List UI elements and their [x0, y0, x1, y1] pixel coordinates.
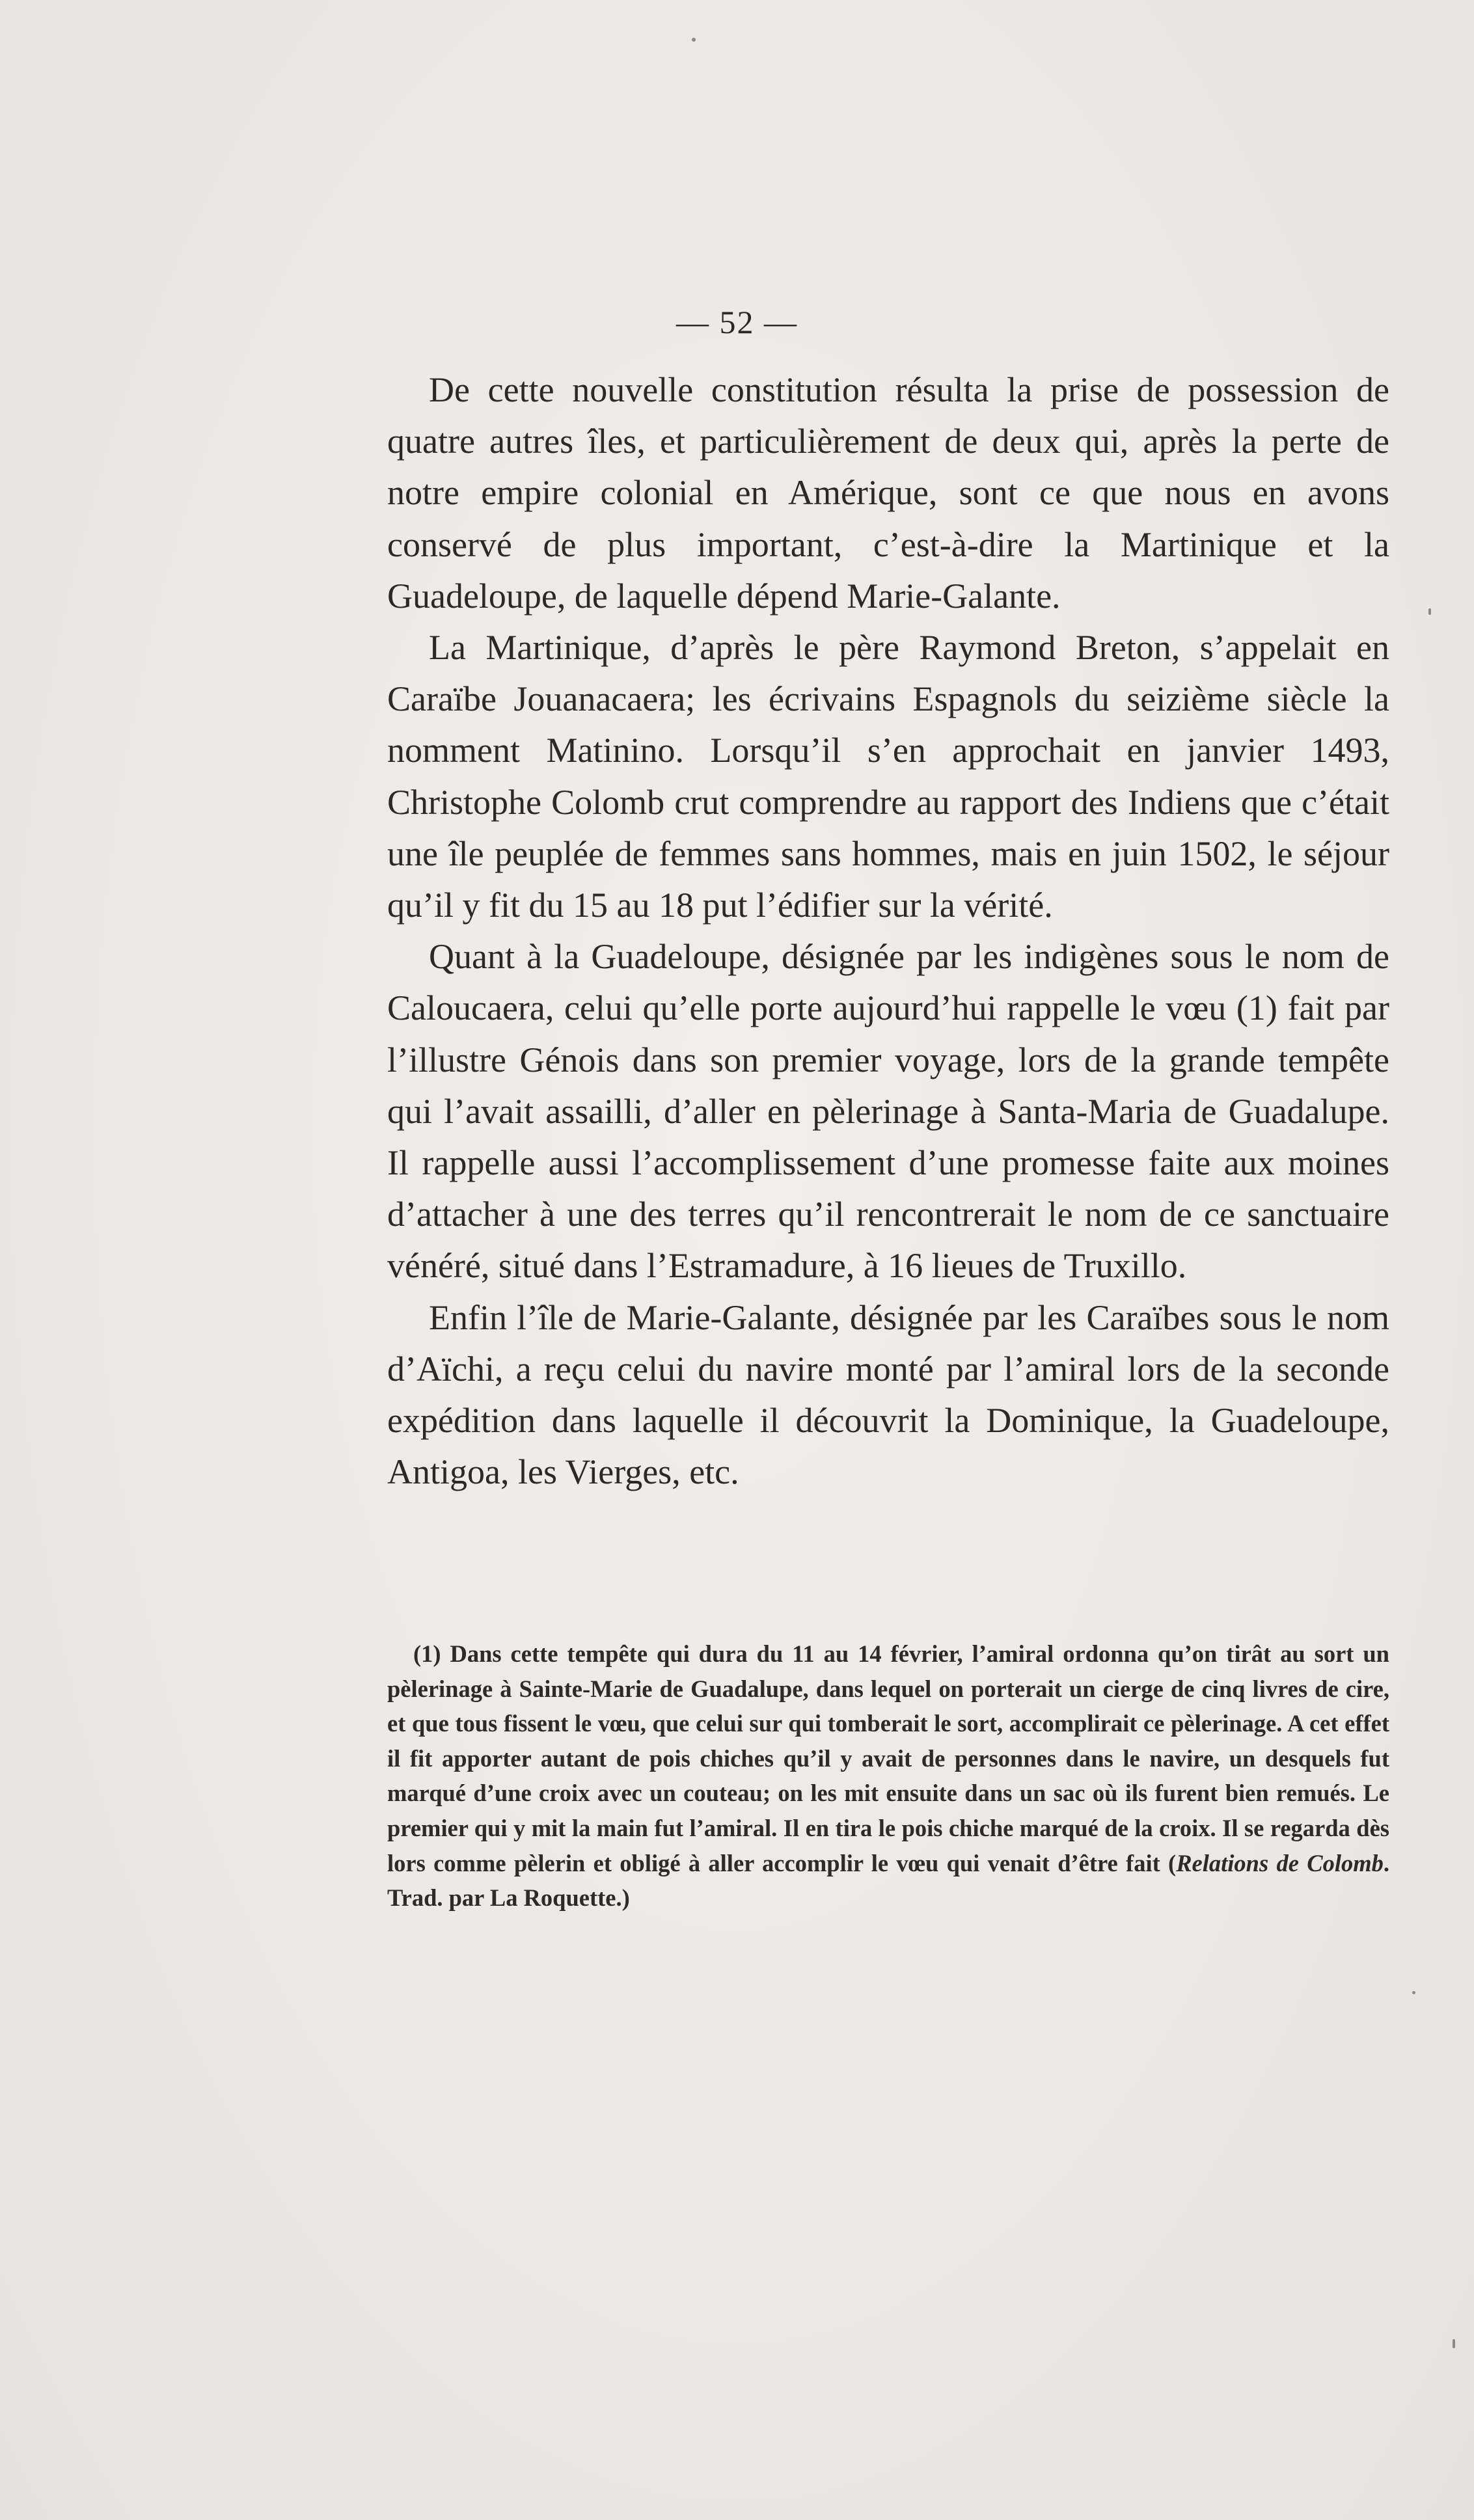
footnote-paragraph [387, 1636, 1389, 1916]
paper-speck [1453, 2339, 1455, 2348]
footnote [387, 1636, 1389, 1916]
paragraph-1: De cette nouvelle constitution résulta la prise de possession de quatre autres îles, et particulièrement de deux qui, après la perte de notre empire colonial en Amérique, sont ce que nous en avons conservé de plus important, c’est-à-dire la Martinique et la Guadeloupe, de laquelle dépend Marie-Galante. [387, 370, 1389, 616]
paragraph-3: Quant à la Guadeloupe, désignée par les indigènes sous le nom de Caloucaera, celui qu’elle porte aujourd’hui rappelle le vœu (1) fait par l’illustre Génois dans son premier voyage, lors de la grande tempête qui l’avait assailli, d’aller en pèlerinage à Santa-Maria de Guadalupe. Il rappelle aussi l’accomplissement d’une promesse faite aux moines d’attacher à une des terres qu’il rencontrerait le nom de ce sanctuaire vénéré, situé dans l’Estramadure, à 16 lieues de Truxillo. [387, 937, 1389, 1286]
paper-speck [692, 38, 696, 42]
paper-speck [1412, 1991, 1415, 1994]
footnote-source-title: Relations de Colomb [1176, 1849, 1384, 1876]
main-text [387, 364, 1389, 1498]
paragraph-4: Enfin l’île de Marie-Galante, désignée par les Caraïbes sous le nom d’Aïchi, a reçu celui du navire monté par l’amiral lors de la seconde expédition dans laquelle il découvrit la Dominique, la Guadeloupe, Antigoa, les Vierges, etc. [387, 1297, 1389, 1492]
paper-speck [1428, 608, 1431, 615]
paragraph-2: La Martinique, d’après le père Raymond Breton, s’appelait en Caraïbe Jouanacaera; les écrivains Espagnols du seizième siècle la nomment Matinino. Lorsqu’il s’en approchait en janvier 1493, Christophe Colomb crut comprendre au rapport des Indiens que c’était une île peuplée de femmes sans hommes, mais en juin 1502, le séjour qu’il y fit du 15 au 18 put l’édifier sur la vérité. [387, 628, 1389, 925]
page-number: — 52 — [676, 304, 798, 340]
footnote-text: (1) Dans cette tempête qui dura du 11 au 14 février, l’amiral ordonna qu’on tirât au sort un pèlerinage à Sainte-Marie de Guadalupe, dans lequel on porterait un cierge de cinq livres de cire, et que tous fissent le vœu, que celui sur qui tomberait le sort, accomplirait ce pèlerinage. A cet effet il fit apporter autant de pois chiches qu’il y avait de personnes dans le navire, un desquels fut marqué d’une croix avec un couteau; on les mit ensuite dans un sac où ils furent bien remués. Le premier qui y mit la main fut l’amiral. Il en tira le pois chiche marqué de la croix. Il se regarda dès lors comme pèlerin et obligé à aller accomplir le vœu qui venait d’être fait ( [387, 1640, 1389, 1876]
footnote-source-rest: . Trad. par La Roquette.) [387, 1849, 1389, 1912]
